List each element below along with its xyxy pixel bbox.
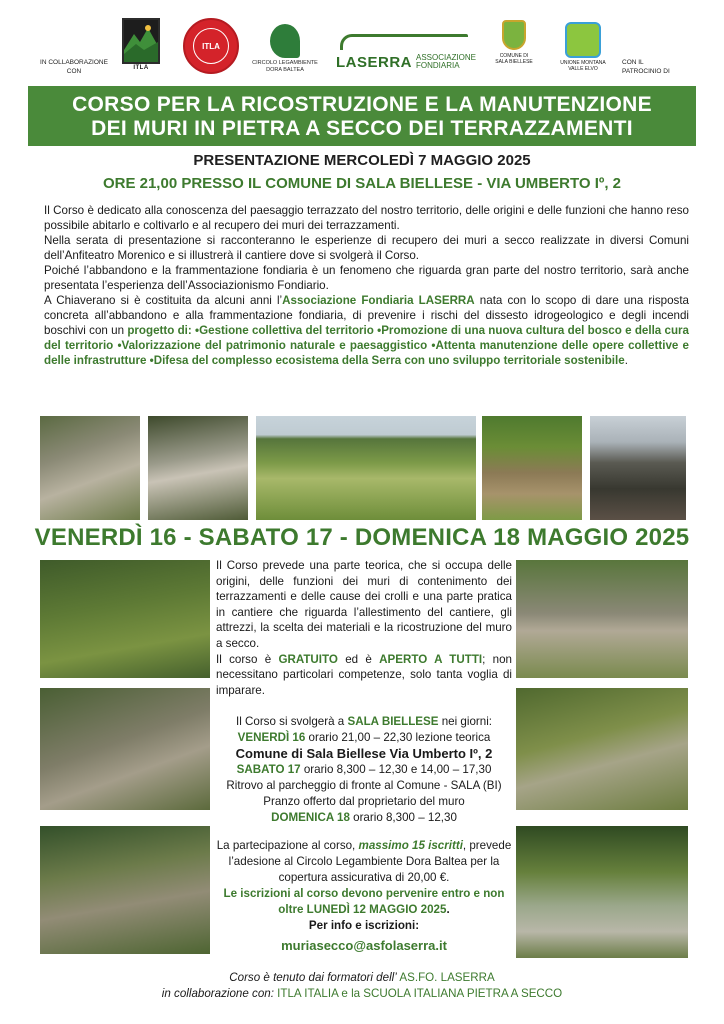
photo-wall-right-2 — [516, 688, 688, 810]
photo-wall-right-3 — [516, 826, 688, 958]
title-band — [28, 86, 696, 146]
photo-wall-left-3 — [40, 826, 210, 954]
sunday-schedule: DOMENICA 18 orario 8,300 – 12,30 — [271, 811, 457, 824]
photo-wall-left-1 — [40, 560, 210, 678]
laserra-logo — [336, 34, 477, 78]
coat-of-arms-icon — [502, 20, 526, 50]
photo-terraced-hills — [256, 416, 476, 520]
photo-wall-right-1 — [516, 560, 688, 678]
intro-paragraph: Il Corso è dedicato alla conoscenza del paesaggio terrazzato del nostro territorio, delle origini e delle funzioni che hanno reso possibile abitarlo e coltivarlo e al recupero dei muri dei terrazzamenti. — [44, 204, 689, 232]
laserra-wordmark: LASERRA — [336, 54, 413, 71]
info-label: Per info e iscrizioni: — [308, 919, 420, 932]
stamp-logo-text: ITLA — [193, 28, 229, 64]
photo-stone-path — [148, 416, 248, 520]
comune-caption: COMUNE DI SALA BIELLESE — [495, 53, 533, 65]
unione-logo — [556, 22, 610, 78]
lunch-note: Pranzo offerto dal proprietario del muro — [263, 795, 465, 808]
course-paragraph: Il Corso prevede una parte teorica, che si occupa delle origini, delle funzioni dei muri di contenimento dei terrazzamenti e delle cause dei crolli e una parte pratica in cantiere che riguarda l’allestimento del cantiere, gli attrezzi, la scelta dei materiali e la ricostruzione del muro a secco. — [216, 559, 512, 650]
patronage-label: CON IL PATROCINIO DI — [622, 59, 670, 75]
course-location: Il Corso si svolgerà a SALA BIELLESE nei giorni: — [235, 715, 493, 728]
footer-credits — [0, 970, 724, 1002]
friday-schedule: VENERDÌ 16 orario 21,00 – 22,30 lezione teorica — [237, 731, 491, 744]
footer-line-2: in collaborazione con: ITLA ITALIA e la SCUOLA ITALIANA PIETRA A SECCO — [161, 987, 563, 1000]
intro-paragraph: A Chiaverano si è costituita da alcuni anni l’Associazione Fondiaria LASERRA nata con lo scopo di dare una risposta concreta all’abbandono e alla frammentazione fondiaria, di prevenire i rischi del dissesto idrogeologico e degli incendi boschivi con un progetto di: •Gestione collettiva del territorio •Promozione di una nuova cultura del bosco e della cura del territorio •Valorizzazione del patrimonio naturale e paesaggistico •Attenta manutenzione delle opere collettive e delle infrastrutture •Difesa del complesso ecosistema della Serra con uno sviluppo territoriale sostenibile. — [44, 294, 690, 367]
leaf-icon — [270, 24, 300, 58]
venue-address: Comune di Sala Biellese Via Umberto Iº, 2 — [235, 746, 493, 761]
photo-terrace-wall — [40, 416, 140, 520]
itla-logo-text: ITLA — [133, 65, 149, 71]
landscape-icon — [565, 22, 601, 58]
free-label: GRATUITO — [278, 652, 338, 666]
presentation-date: PRESENTAZIONE MERCOLEDÌ 7 MAGGIO 2025 — [193, 152, 531, 169]
photo-wall-left-2 — [40, 688, 210, 810]
presentation-location: ORE 21,00 PRESSO IL COMUNE DI SALA BIELLESE - VIA UMBERTO Iº, 2 — [102, 175, 622, 192]
footer-line-1: Corso è tenuto dai formatori dell’ AS.FO. LASERRA — [229, 971, 495, 984]
intro-text — [44, 203, 689, 368]
intro-paragraph: Nella serata di presentazione si racconteranno le esperienze di recupero dei muri a secco realizzate in diversi Comuni dell’Anfiteatro Morenico e si illustrerà il cantiere dove si svolgerà il Corso. — [44, 234, 689, 262]
logo-bar — [0, 0, 724, 84]
meeting-point: Ritrovo al parcheggio di fronte al Comune - SALA (BI) — [226, 779, 502, 792]
unione-caption: UNIONE MONTANA VALLE ELVO — [560, 60, 606, 72]
course-paragraph: Il corso è GRATUITO ed è APERTO A TUTTI; non necessitano particolari competenze, solo tanta voglia di imparare. — [216, 652, 513, 697]
participation-note: La partecipazione al corso, massimo 15 iscritti, prevede l’adesione al Circolo Legambiente Dora Baltea per la copertura assicurativa di 20,00 €. — [216, 839, 512, 884]
photo-slope — [482, 416, 582, 520]
legambiente-logo — [250, 24, 320, 76]
collaboration-label: IN COLLABORAZIONE CON — [40, 59, 108, 75]
saturday-schedule: SABATO 17 orario 8,300 – 12,30 e 14,00 – 17,30 — [236, 763, 492, 776]
schedule-block — [216, 714, 512, 954]
photo-burnt-forest — [590, 416, 686, 520]
course-dates-heading: VENERDÌ 16 - SABATO 17 - DOMENICA 18 MAGGIO 2025 — [34, 524, 690, 551]
association-name: Associazione Fondiaria LASERRA — [282, 294, 475, 307]
title-line-2: DEI MURI IN PIETRA A SECCO DEI TERRAZZAMENTI — [91, 117, 633, 140]
intro-paragraph: Poiché l’abbandono e la frammentazione fondiaria è un fenomeno che riguarda gran parte del nostro territorio, sarà anche presentata l’esperienza dell’Associazionismo Fondiario. — [44, 264, 689, 292]
contact-email[interactable]: muriasecco@asfolaserra.it — [281, 938, 447, 953]
open-label: APERTO A TUTTI — [379, 652, 483, 666]
itla-logo — [122, 18, 160, 74]
comune-logo — [494, 20, 534, 78]
mountain-icon — [124, 20, 158, 62]
course-description — [216, 558, 512, 698]
title-line-1: CORSO PER LA RICOSTRUZIONE E LA MANUTENZIONE — [72, 93, 652, 116]
ridge-icon — [340, 34, 468, 50]
stamp-logo — [183, 18, 239, 74]
legambiente-caption: CIRCOLO LEGAMBIENTE DORA BALTEA — [252, 60, 318, 73]
laserra-subtitle: ASSOCIAZIONE FONDIARIA — [416, 53, 477, 70]
registration-deadline: Le iscrizioni al corso devono pervenire entro e non oltre LUNEDÌ 12 MAGGIO 2025. — [223, 887, 505, 916]
project-list: progetto di: •Gestione collettiva del territorio •Promozione di una nuova cultura del bosco e della cura del territorio •Valorizzazione del patrimonio naturale e paesaggistico •Attenta manutenzione delle opere collettive e delle infrastrutture •Difesa del complesso ecosistema della Serra con uno sviluppo territoriale sostenibile — [44, 324, 690, 367]
